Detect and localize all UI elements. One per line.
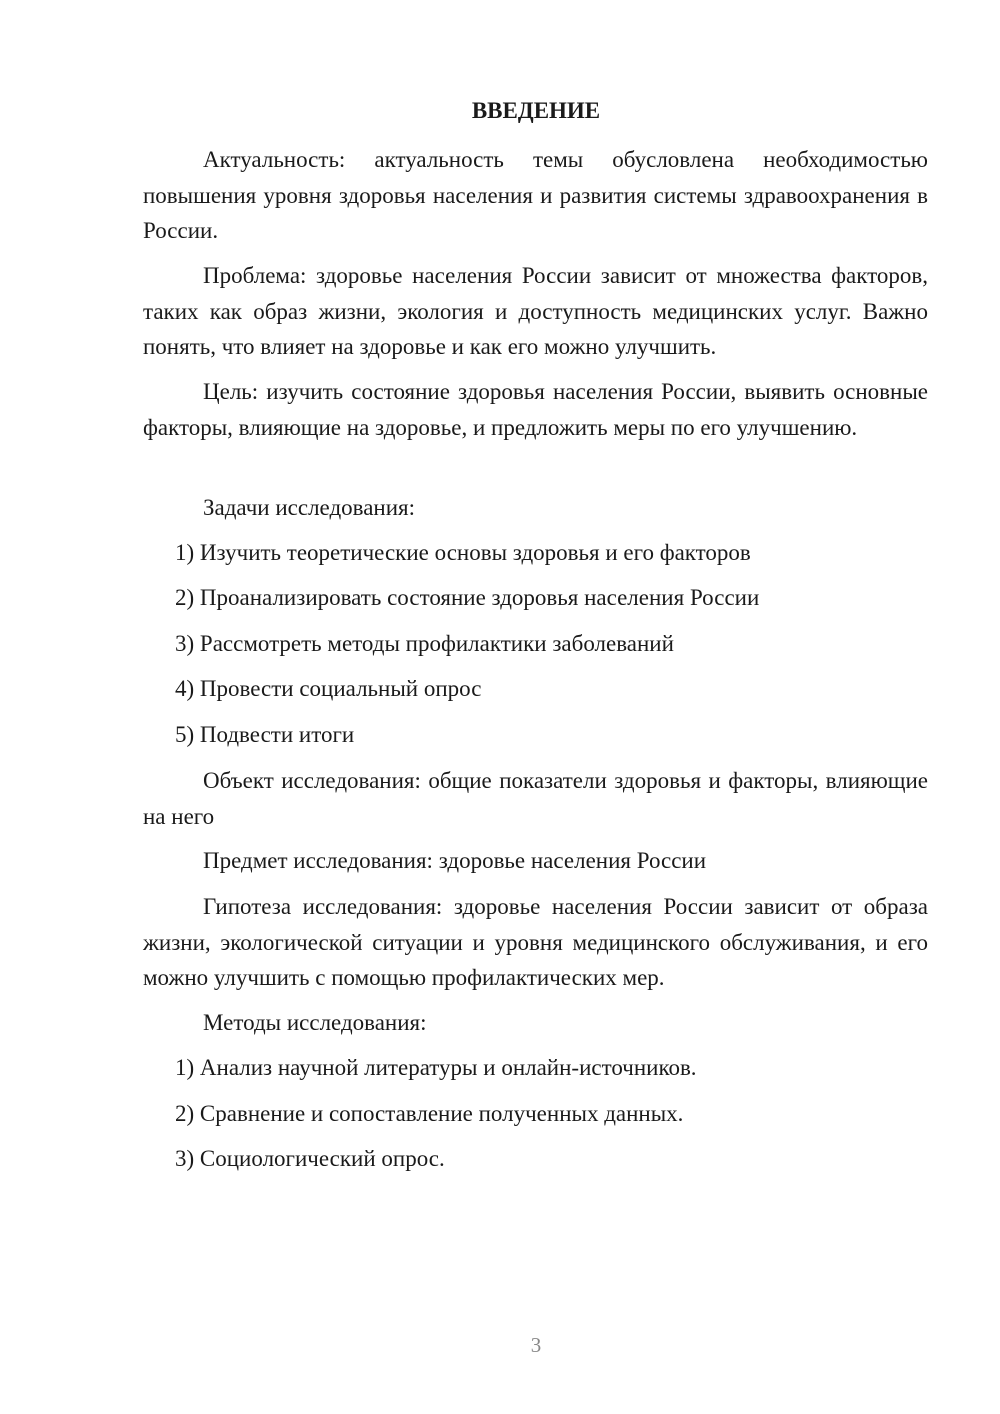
method-item: 3) Социологический опрос.	[175, 1146, 445, 1171]
problem-paragraph: Проблема: здоровье населения России зависит от множества факторов, таких как образ жизни, экология и доступность медицинских услуг. Важно понять, что влияет на здоровье и как его можно улучшить.	[143, 263, 928, 359]
method-item: 1) Анализ научной литературы и онлайн-источников.	[175, 1055, 697, 1080]
relevance-paragraph: Актуальность: актуальность темы обусловлена необходимостью повышения уровня здоровья населения и развития системы здравоохранения в России.	[143, 147, 928, 243]
task-item: 2) Проанализировать состояние здоровья населения России	[175, 585, 760, 610]
subject-paragraph: Предмет исследования: здоровье населения России	[203, 848, 707, 873]
object-paragraph: Объект исследования: общие показатели здоровья и факторы, влияющие на него	[143, 768, 928, 829]
methods-heading: Методы исследования:	[203, 1010, 427, 1035]
task-item: 3) Рассмотреть методы профилактики заболеваний	[175, 631, 674, 656]
method-item: 2) Сравнение и сопоставление полученных данных.	[175, 1101, 684, 1126]
task-item: 1) Изучить теоретические основы здоровья и его факторов	[175, 540, 751, 565]
task-item: 4) Провести социальный опрос	[175, 676, 482, 701]
goal-paragraph: Цель: изучить состояние здоровья населения России, выявить основные факторы, влияющие на здоровье, и предложить меры по его улучшению.	[143, 379, 928, 440]
task-item: 5) Подвести итоги	[175, 722, 355, 747]
page-number: 3	[530, 1333, 542, 1357]
hypothesis-paragraph: Гипотеза исследования: здоровье населения России зависит от образа жизни, экологической ситуации и уровня медицинского обслуживания, и его можно улучшить с помощью профилактических мер.	[143, 894, 928, 990]
page-title: ВВЕДЕНИЕ	[471, 98, 601, 123]
tasks-heading: Задачи исследования:	[203, 495, 416, 520]
